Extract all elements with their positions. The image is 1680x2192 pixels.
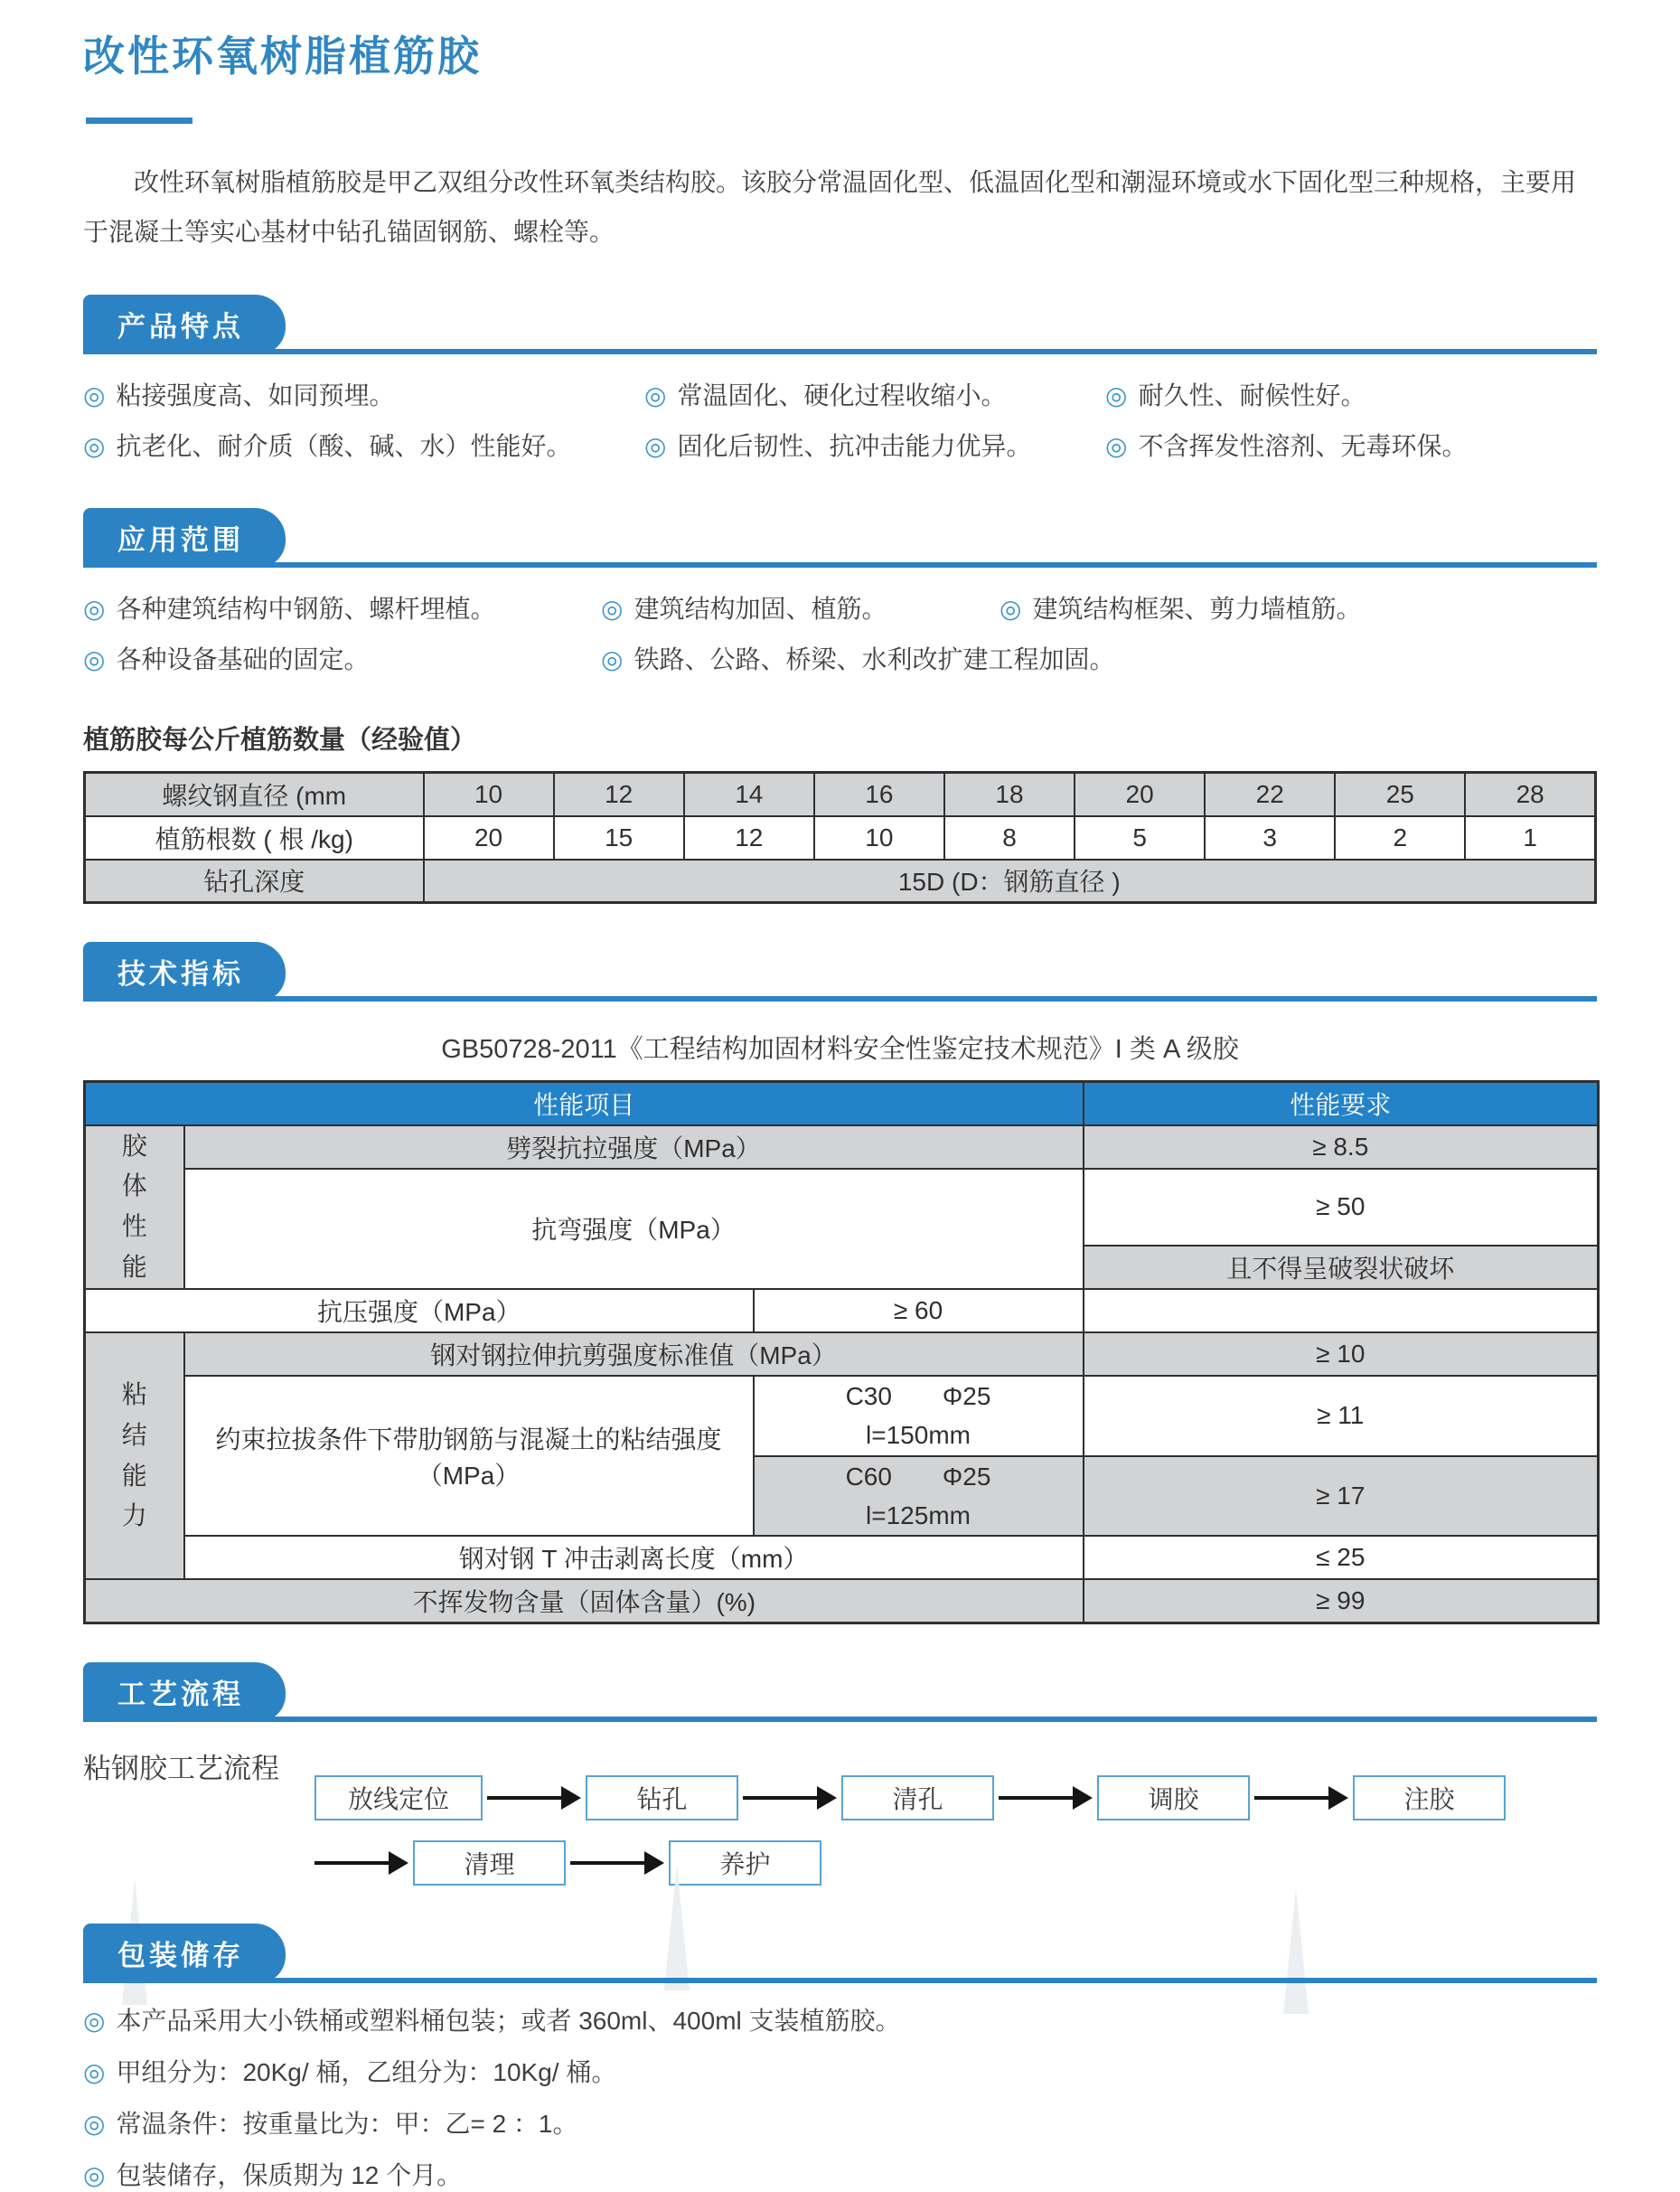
table-cell: 12 bbox=[684, 816, 814, 860]
section-tech bbox=[83, 942, 1597, 1624]
table-cell: 10 bbox=[814, 816, 944, 860]
table-row bbox=[85, 1289, 1599, 1332]
target-bullet-icon: ◎ bbox=[83, 2160, 106, 2189]
table-cell: 15 bbox=[554, 816, 684, 860]
table-row bbox=[85, 1579, 1599, 1623]
table-cell: 8 bbox=[944, 816, 1075, 860]
list-item bbox=[83, 376, 394, 412]
row-header-cell: 植筋根数 ( 根 /kg) bbox=[85, 816, 424, 860]
condition-line: C60 Φ25 bbox=[845, 1462, 991, 1491]
list-item bbox=[644, 427, 1031, 463]
target-bullet-icon: ◎ bbox=[83, 645, 106, 674]
rebar-table bbox=[83, 771, 1597, 904]
arrow-right-icon bbox=[1254, 1786, 1348, 1810]
table-row bbox=[85, 773, 1596, 816]
condition-cell bbox=[754, 1376, 1084, 1456]
process-flowchart bbox=[83, 1745, 1597, 1886]
requirement-cell: ≥ 60 bbox=[754, 1289, 1084, 1332]
table-header-row bbox=[85, 1082, 1599, 1125]
arrow-right-icon bbox=[487, 1786, 581, 1810]
requirement-cell: 且不得呈破裂状破坏 bbox=[1084, 1246, 1599, 1289]
package-text: 常温条件：按重量比为：甲：乙= 2 ：1。 bbox=[116, 2109, 578, 2138]
feature-text: 抗老化、耐介质（酸、碱、水）性能好。 bbox=[116, 432, 572, 461]
table-row bbox=[85, 1332, 1599, 1376]
package-text: 本产品采用大小铁桶或塑料桶包装；或者 360ml、400ml 支装植筋胶。 bbox=[116, 2006, 901, 2035]
section-header bbox=[83, 1662, 1597, 1722]
list-item bbox=[601, 589, 887, 626]
section-badge-tech: 技术指标 bbox=[83, 942, 286, 1002]
package-text: 包装储存，保质期为 12 个月。 bbox=[116, 2160, 463, 2189]
section-features bbox=[83, 295, 1597, 470]
list-item bbox=[83, 2104, 1597, 2140]
property-cell: 劈裂抗拉强度（MPa） bbox=[184, 1125, 1084, 1169]
rebar-table-title: 植筋胶每公斤植筋数量（经验值） bbox=[83, 726, 477, 756]
application-text: 铁路、公路、桥梁、水利改扩建工程加固。 bbox=[634, 645, 1115, 674]
target-bullet-icon: ◎ bbox=[1105, 381, 1128, 410]
flow-step: 注胶 bbox=[1353, 1775, 1506, 1820]
section-rule bbox=[83, 562, 1597, 568]
title-underline bbox=[86, 118, 192, 124]
tech-standard-caption: GB50728-2011《工程结构加固材料安全性鉴定技术规范》I 类 A 级胶 bbox=[441, 1035, 1239, 1065]
arrow-right-icon bbox=[314, 1851, 408, 1875]
section-rule bbox=[83, 1978, 1597, 1983]
flow-step: 清理 bbox=[413, 1840, 566, 1886]
arrow-right-icon bbox=[570, 1851, 664, 1875]
property-cell: 约束拉拔条件下带肋钢筋与混凝土的粘结强度（MPa） bbox=[184, 1376, 754, 1537]
table-cell: 16 bbox=[814, 773, 944, 816]
target-bullet-icon: ◎ bbox=[83, 2109, 106, 2138]
condition-line: l=150mm bbox=[866, 1421, 971, 1450]
feature-text: 固化后韧性、抗冲击能力优异。 bbox=[677, 432, 1032, 461]
list-item bbox=[83, 640, 369, 676]
condition-line: l=125mm bbox=[866, 1501, 971, 1530]
list-item bbox=[83, 2001, 1597, 2037]
target-bullet-icon: ◎ bbox=[1105, 432, 1128, 461]
table-cell: 1 bbox=[1465, 816, 1595, 860]
table-cell: 5 bbox=[1075, 816, 1205, 860]
flow-row bbox=[314, 1840, 1597, 1886]
list-item bbox=[83, 589, 495, 626]
section-header bbox=[83, 508, 1597, 568]
group-cell: 胶体性能 bbox=[85, 1125, 184, 1289]
property-cell: 钢对钢 T 冲击剥离长度（mm） bbox=[184, 1536, 1084, 1579]
section-header bbox=[83, 295, 1597, 354]
table-row bbox=[85, 1536, 1599, 1579]
list-item bbox=[83, 427, 571, 463]
table-cell: 14 bbox=[684, 773, 814, 816]
table-row bbox=[85, 1169, 1599, 1246]
target-bullet-icon: ◎ bbox=[644, 381, 667, 410]
package-text: 甲组分为：20Kg/ 桶，乙组分为：10Kg/ 桶。 bbox=[116, 2057, 617, 2086]
table-cell: 22 bbox=[1205, 773, 1335, 816]
section-badge-process: 工艺流程 bbox=[83, 1662, 286, 1722]
target-bullet-icon: ◎ bbox=[83, 381, 106, 410]
table-cell: 25 bbox=[1335, 773, 1465, 816]
section-header bbox=[83, 942, 1597, 1002]
table-cell: 28 bbox=[1465, 773, 1595, 816]
requirement-cell: ≥ 17 bbox=[1084, 1456, 1599, 1537]
section-rule bbox=[83, 1717, 1597, 1722]
feature-text: 不含挥发性溶剂、无毒环保。 bbox=[1138, 432, 1468, 461]
feature-text: 粘接强度高、如同预埋。 bbox=[116, 381, 395, 410]
group-cell: 粘结能力 bbox=[85, 1332, 184, 1580]
flow-step: 养护 bbox=[669, 1840, 821, 1886]
requirement-cell: ≥ 8.5 bbox=[1084, 1125, 1599, 1169]
application-text: 建筑结构加固、植筋。 bbox=[634, 595, 887, 624]
target-bullet-icon: ◎ bbox=[83, 2057, 106, 2086]
table-cell: 20 bbox=[1075, 773, 1205, 816]
section-header bbox=[83, 1924, 1597, 1983]
requirement-cell: ≤ 25 bbox=[1084, 1536, 1599, 1579]
list-item bbox=[644, 376, 1006, 412]
application-list bbox=[83, 589, 1597, 683]
requirement-cell: ≥ 10 bbox=[1084, 1332, 1599, 1376]
target-bullet-icon: ◎ bbox=[601, 595, 624, 624]
flow-step: 调胶 bbox=[1097, 1775, 1250, 1820]
section-rule bbox=[83, 996, 1597, 1002]
feature-text: 常温固化、硬化过程收缩小。 bbox=[677, 381, 1007, 410]
list-item bbox=[83, 2053, 1597, 2089]
package-list bbox=[83, 2001, 1597, 2192]
section-badge-features: 产品特点 bbox=[83, 295, 286, 354]
flow-step: 钻孔 bbox=[586, 1775, 738, 1820]
section-package bbox=[83, 1924, 1597, 2192]
table-row bbox=[85, 1125, 1599, 1169]
condition-cell bbox=[754, 1456, 1084, 1537]
column-header: 性能要求 bbox=[1084, 1082, 1599, 1125]
target-bullet-icon: ◎ bbox=[601, 645, 624, 674]
table-cell: 15D (D：钢筋直径 ) bbox=[424, 860, 1596, 903]
target-bullet-icon: ◎ bbox=[83, 595, 106, 624]
section-process bbox=[83, 1662, 1597, 1886]
requirement-cell: ≥ 11 bbox=[1084, 1376, 1599, 1456]
application-text: 建筑结构框架、剪力墙植筋。 bbox=[1032, 595, 1362, 624]
feature-text: 耐久性、耐候性好。 bbox=[1138, 381, 1366, 410]
list-item bbox=[601, 640, 1114, 676]
table-cell: 10 bbox=[424, 773, 554, 816]
intro-paragraph: 改性环氧树脂植筋胶是甲乙双组分改性环氧类结构胶。该胶分常温固化型、低温固化型和潮湿环境或水下固化型三种规格，主要用于混凝土等实心基材中钻孔锚固钢筋、螺栓等。 bbox=[83, 168, 1577, 246]
list-item bbox=[1105, 427, 1467, 463]
target-bullet-icon: ◎ bbox=[83, 2006, 106, 2035]
flow-label: 粘钢胶工艺流程 bbox=[83, 1752, 279, 1784]
property-cell: 不挥发物含量（固体含量）(%) bbox=[85, 1579, 1084, 1623]
flow-row bbox=[314, 1775, 1597, 1820]
table-cell: 12 bbox=[554, 773, 684, 816]
page-title: 改性环氧树脂植筋胶 bbox=[83, 33, 482, 80]
table-cell: 18 bbox=[944, 773, 1075, 816]
application-text: 各种建筑结构中钢筋、螺杆埋植。 bbox=[116, 595, 496, 624]
section-application bbox=[83, 508, 1597, 683]
target-bullet-icon: ◎ bbox=[83, 432, 106, 461]
flow-step: 清孔 bbox=[841, 1775, 994, 1820]
table-cell: 20 bbox=[424, 816, 554, 860]
list-item bbox=[83, 2156, 1597, 2192]
arrow-right-icon bbox=[743, 1786, 837, 1810]
property-cell: 抗压强度（MPa） bbox=[85, 1289, 754, 1332]
features-list bbox=[83, 376, 1597, 470]
section-rule bbox=[83, 349, 1597, 354]
target-bullet-icon: ◎ bbox=[644, 432, 667, 461]
watermark-graphic bbox=[664, 1864, 690, 1990]
property-cell: 抗弯强度（MPa） bbox=[184, 1169, 1084, 1289]
row-header-cell: 钻孔深度 bbox=[85, 860, 424, 903]
table-cell: 3 bbox=[1205, 816, 1335, 860]
application-text: 各种设备基础的固定。 bbox=[116, 645, 370, 674]
tech-table bbox=[83, 1080, 1600, 1624]
property-cell: 钢对钢拉伸抗剪强度标准值（MPa） bbox=[184, 1332, 1084, 1376]
list-item bbox=[1000, 589, 1361, 626]
condition-line: C30 Φ25 bbox=[845, 1381, 991, 1410]
target-bullet-icon: ◎ bbox=[1000, 595, 1022, 624]
arrow-right-icon bbox=[999, 1786, 1093, 1810]
flow-step: 放线定位 bbox=[314, 1775, 483, 1820]
section-badge-package: 包装储存 bbox=[83, 1924, 286, 1983]
watermark-graphic bbox=[1283, 1887, 1309, 2014]
table-row bbox=[85, 1376, 1599, 1456]
list-item bbox=[1105, 376, 1366, 412]
requirement-cell: ≥ 50 bbox=[1084, 1169, 1599, 1246]
row-header-cell: 螺纹钢直径 (mm bbox=[85, 773, 424, 816]
table-row bbox=[85, 860, 1596, 903]
table-cell: 2 bbox=[1335, 816, 1465, 860]
requirement-cell: ≥ 99 bbox=[1084, 1579, 1599, 1623]
column-header: 性能项目 bbox=[85, 1082, 1084, 1125]
section-badge-application: 应用范围 bbox=[83, 508, 286, 568]
table-row bbox=[85, 816, 1596, 860]
